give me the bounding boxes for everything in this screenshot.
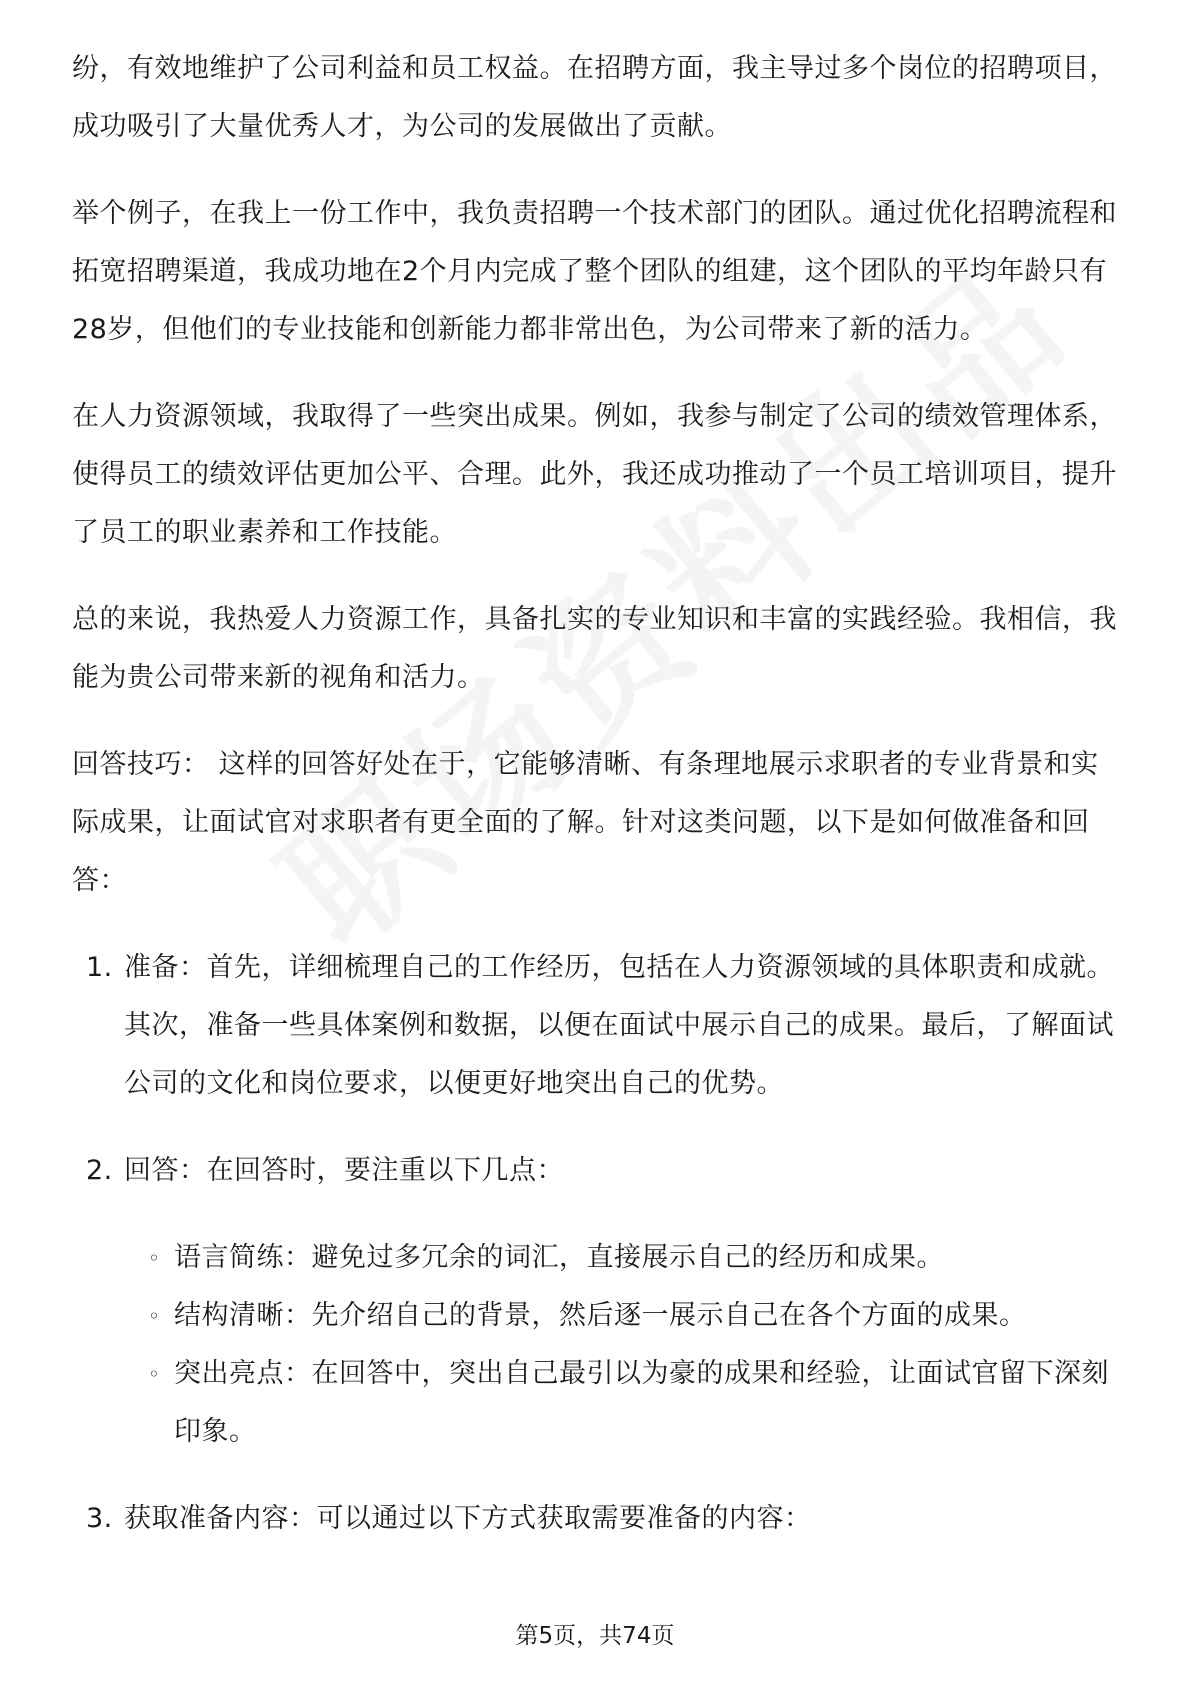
paragraph: 回答技巧： 这样的回答好处在于，它能够清晰、有条理地展示求职者的专业背景和实际成果，让面试官对求职者有更全面的了解。针对这类问题，以下是如何做准备和回答： [72, 749, 1099, 896]
bullet-item-text: 结构清晰：先介绍自己的背景，然后逐一展示自己在各个方面的成果。 [174, 1300, 1027, 1331]
bullet-item [124, 1229, 1122, 1287]
list-item-text: 获取准备内容：可以通过以下方式获取需要准备的内容： [124, 1503, 812, 1534]
bullet-item [124, 1287, 1122, 1345]
paragraph: 在人力资源领域，我取得了一些突出成果。例如，我参与制定了公司的绩效管理体系，使得员工的绩效评估更加公平、合理。此外，我还成功推动了一个员工培训项目，提升了员工的职业素养和工作技能。 [72, 401, 1117, 548]
page-content [72, 40, 1122, 1577]
list-item [72, 939, 1122, 1113]
list-item [72, 1490, 1122, 1548]
list-number: 2. [86, 1155, 113, 1186]
bullet-icon: ◦ [148, 1362, 161, 1386]
bullet-item-text: 语言简练：避免过多冗余的词汇，直接展示自己的经历和成果。 [174, 1242, 944, 1273]
paragraph: 总的来说，我热爱人力资源工作，具备扎实的专业知识和丰富的实践经验。我相信，我能为贵公司带来新的视角和活力。 [72, 604, 1117, 693]
list-number: 3. [86, 1503, 113, 1534]
bullet-list [124, 1229, 1122, 1461]
paragraph: 举个例子，在我上一份工作中，我负责招聘一个技术部门的团队。通过优化招聘流程和拓宽招聘渠道，我成功地在2个月内完成了整个团队的组建，这个团队的平均年龄只有28岁，但他们的专业技能和创新能力都非常出色，为公司带来了新的活力。 [72, 198, 1117, 345]
numbered-list [72, 939, 1122, 1548]
list-item [72, 1142, 1122, 1461]
bullet-item [124, 1345, 1122, 1461]
bullet-icon: ◦ [148, 1304, 161, 1328]
bullet-icon: ◦ [148, 1246, 161, 1270]
paragraph: 纷，有效地维护了公司利益和员工权益。在招聘方面，我主导过多个岗位的招聘项目，成功吸引了大量优秀人才，为公司的发展做出了贡献。 [72, 53, 1117, 142]
list-item-text: 准备：首先，详细梳理自己的工作经历，包括在人力资源领域的具体职责和成就。其次，准备一些具体案例和数据，以便在面试中展示自己的成果。最后，了解面试公司的文化和岗位要求，以便更好地突出自己的优势。 [124, 952, 1114, 1099]
list-item-text: 回答：在回答时，要注重以下几点： [124, 1155, 564, 1186]
page-footer: 第5页，共74页 [515, 1623, 675, 1649]
list-number: 1. [86, 952, 113, 983]
bullet-item-text: 突出亮点：在回答中，突出自己最引以为豪的成果和经验，让面试官留下深刻印象。 [174, 1358, 1109, 1447]
